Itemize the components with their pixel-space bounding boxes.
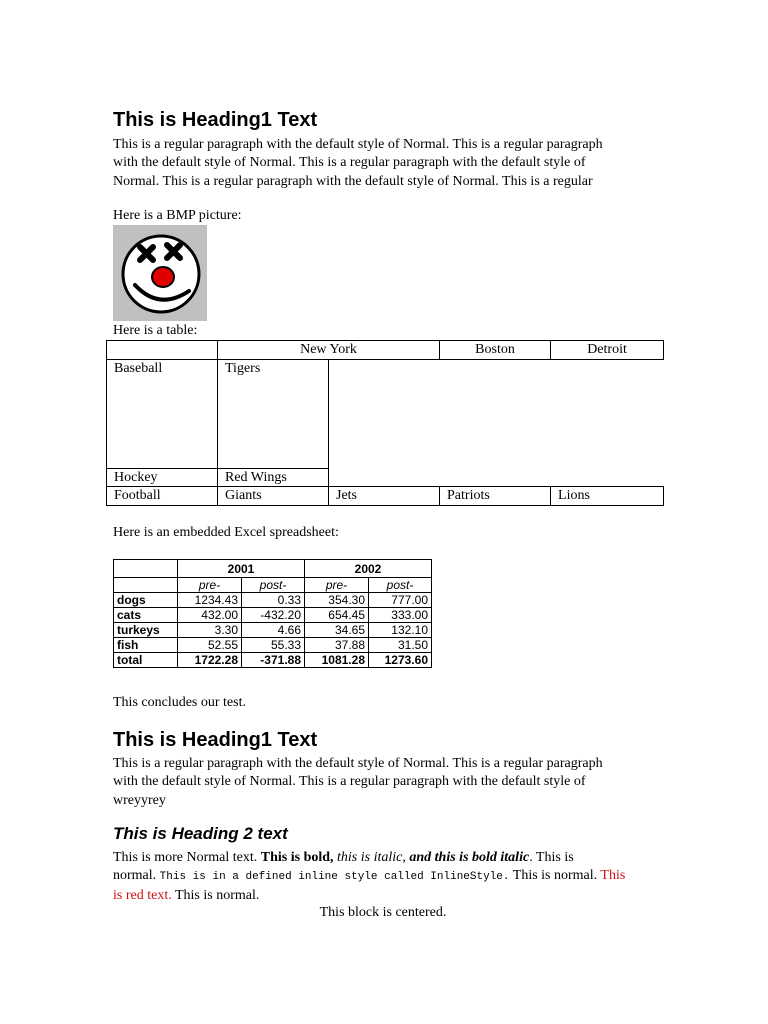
spreadsheet-corner-cell: [114, 578, 178, 593]
table-caption: Here is a table:: [113, 323, 198, 338]
paragraph-2: [113, 755, 603, 810]
spreadsheet-cell: 4.66: [242, 623, 305, 638]
spreadsheet-year-cell: 2002: [305, 560, 432, 578]
heading-2: This is Heading 2 text: [113, 824, 288, 843]
normal-text: normal.: [113, 868, 157, 884]
paragraph-line: [113, 867, 625, 886]
table-cell: Giants: [218, 487, 329, 506]
table-row: [107, 360, 664, 469]
spreadsheet-cell: 1234.43: [178, 593, 242, 608]
spreadsheet-row-label: turkeys: [114, 623, 178, 638]
spreadsheet-year-cell: 2001: [178, 560, 305, 578]
spreadsheet-cell: 52.55: [178, 638, 242, 653]
spreadsheet-caption: Here is an embedded Excel spreadsheet:: [113, 525, 339, 540]
spreadsheet-cell: 37.88: [305, 638, 369, 653]
spreadsheet-total-row: [114, 653, 432, 668]
table-cell: Jets: [329, 487, 440, 506]
table-cell: Lions: [551, 487, 664, 506]
clown-face-picture: [113, 225, 207, 321]
spreadsheet-cell: 132.10: [369, 623, 432, 638]
paragraph-line: wreyyrey: [113, 792, 166, 808]
spreadsheet-cell: 354.30: [305, 593, 369, 608]
spreadsheet-subheader-cell: pre-: [178, 578, 242, 593]
spreadsheet-corner-cell: [114, 560, 178, 578]
spreadsheet-cell: 55.33: [242, 638, 305, 653]
table-cell: Baseball: [107, 360, 218, 469]
red-text: This: [600, 868, 626, 884]
spreadsheet-cell: 34.65: [305, 623, 369, 638]
spreadsheet-row-label: cats: [114, 608, 178, 623]
spreadsheet-cell: 654.45: [305, 608, 369, 623]
conclusion-text: This concludes our test.: [113, 695, 246, 710]
inline-style-text: This is in a defined inline style called InlineStyle.: [159, 871, 510, 884]
bold-text: This is bold,: [260, 850, 334, 865]
table-header-cell: Boston: [440, 341, 551, 360]
table-cell: Red Wings: [218, 469, 329, 487]
spreadsheet-cell: 777.00: [369, 593, 432, 608]
spreadsheet-cell: 31.50: [369, 638, 432, 653]
spreadsheet-cell: -371.88: [242, 653, 305, 668]
paragraph-line: with the default style of Normal. This is a regular paragraph with the default style of: [113, 155, 586, 171]
italic-text: this is italic: [337, 850, 403, 865]
table-header-row: [107, 341, 664, 360]
sports-table: [106, 340, 664, 506]
heading-1: This is Heading1 Text: [113, 729, 318, 751]
spreadsheet-year-row: [114, 560, 432, 578]
table-header-cell: New York: [218, 341, 440, 360]
spreadsheet-cell: -432.20: [242, 608, 305, 623]
spreadsheet-row-label: total: [114, 653, 178, 668]
normal-text: This is normal.: [512, 868, 598, 884]
red-text: is red text.: [113, 887, 172, 903]
spreadsheet-cell: 1273.60: [369, 653, 432, 668]
table-empty-cell: [329, 360, 664, 487]
heading-1: This is Heading1 Text: [113, 109, 318, 131]
paragraph-line: This is a regular paragraph with the default style of Normal. This is a regular paragraph: [113, 137, 603, 152]
spreadsheet-row-label: fish: [114, 638, 178, 653]
paragraph-line: This is a regular paragraph with the default style of Normal. This is a regular paragraph: [113, 756, 603, 771]
spreadsheet-row: [114, 638, 432, 653]
spreadsheet-cell: 333.00: [369, 608, 432, 623]
spreadsheet-subheader-cell: post-: [369, 578, 432, 593]
spreadsheet-cell: 3.30: [178, 623, 242, 638]
spreadsheet-subheader-cell: post-: [242, 578, 305, 593]
table-header-cell: Detroit: [551, 341, 664, 360]
spreadsheet-cell: 432.00: [178, 608, 242, 623]
comma-text: ,: [402, 850, 406, 865]
paragraph-line: Normal. This is a regular paragraph with the default style of Normal. This is a regular: [113, 173, 593, 189]
spreadsheet-row: [114, 623, 432, 638]
normal-text: This is normal.: [174, 887, 260, 903]
normal-text: This is more Normal text.: [113, 850, 261, 865]
picture-caption: Here is a BMP picture:: [113, 208, 242, 223]
clown-face-icon: [113, 225, 207, 321]
paragraph-line: with the default style of Normal. This is a regular paragraph with the default style of: [113, 774, 586, 790]
spreadsheet-row: [114, 608, 432, 623]
table-cell: Tigers: [218, 360, 329, 469]
bold-italic-text: and this is bold italic: [409, 850, 530, 865]
table-cell: Football: [107, 487, 218, 506]
table-cell: Patriots: [440, 487, 551, 506]
centered-block: This block is centered.: [319, 905, 447, 920]
paragraph-line: [113, 887, 625, 905]
paragraph-line: [113, 849, 625, 867]
table-header-cell: [107, 341, 218, 360]
spreadsheet-subheader-cell: pre-: [305, 578, 369, 593]
table-row: [107, 487, 664, 506]
spreadsheet-cell: 1722.28: [178, 653, 242, 668]
normal-text: . This is: [529, 850, 574, 865]
spreadsheet-cell: 0.33: [242, 593, 305, 608]
spreadsheet-row-label: dogs: [114, 593, 178, 608]
excel-spreadsheet: [113, 559, 432, 668]
table-cell: Hockey: [107, 469, 218, 487]
spreadsheet-subheader-row: [114, 578, 432, 593]
paragraph-1: [113, 136, 603, 191]
spreadsheet-row: [114, 593, 432, 608]
formatted-paragraph: [113, 849, 625, 905]
spreadsheet-cell: 1081.28: [305, 653, 369, 668]
